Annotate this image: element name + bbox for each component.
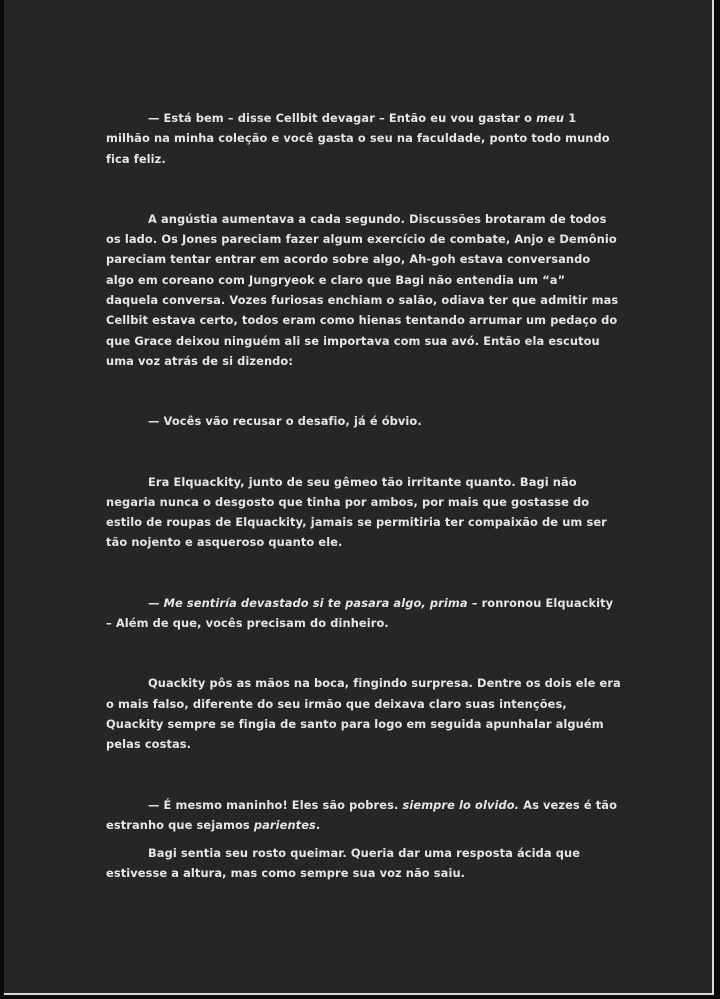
paragraph-elquackity: Era Elquackity, junto de seu gêmeo tão irritante quanto. Bagi não negaria nunca o desgosto que tinha por ambos, por mais que gostasse do estilo de roupas de Elquackity, jamais se permitiria ter compaixão de um ser tão nojento e asqueroso quanto ele. [106, 474, 607, 550]
paragraph-quackity: Quackity pôs as mãos na boca, fingindo surpresa. Dentre os dois ele era o mais falso, diferente do seu irmão que deixava claro suas intenções, Quackity sempre se fingia de santo para logo em seguida apunhalar alguém pelas costas. [106, 676, 621, 752]
document-page [4, 0, 714, 995]
paragraph-quackity-dialogue: — É mesmo maninho! Eles são pobres. siempre lo olvido. As vezes é tão estranho que sejamos parientes. [106, 797, 618, 832]
paragraph-anguish: A angústia aumentava a cada segundo. Discussões brotaram de todos os lado. Os Jones pareciam fazer algum exercício de combate, Anjo e Demônio pareciam tentar entrar em acordo sobre algo, Ah-goh estava conversando algo em coreano com Jungryeok e claro que Bagi não entendia um “a” daquela conversa. Vozes furiosas enchiam o salão, odiava ter que admitir mas Cellbit estava certo, todos eram como hienas tentando arrumar um pedaço do que Grace deixou ninguém ali se importava com sua avó. Então ela escutou uma voz atrás de si dizendo: [106, 211, 619, 368]
paragraph-elquackity-dialogue: — Me sentiría devastado si te pasara algo, prima – ronronou Elquackity – Além de que, vocês precisam do dinheiro. [106, 595, 614, 631]
paragraph-voice-refuse: — Vocês vão recusar o desafio, já é óbvio. [148, 414, 422, 429]
document-body [106, 108, 621, 884]
paragraph-bagi: Bagi sentia seu rosto queimar. Queria dar uma resposta ácida que estivesse a altura, mas como sempre sua voz não saiu. [106, 846, 581, 881]
paragraph-cellbit-dialogue: — Está bem – disse Cellbit devagar – Então eu vou gastar o meu 1 milhão na minha coleção e você gasta o seu na faculdade, ponto todo mundo fica feliz. [106, 111, 610, 166]
